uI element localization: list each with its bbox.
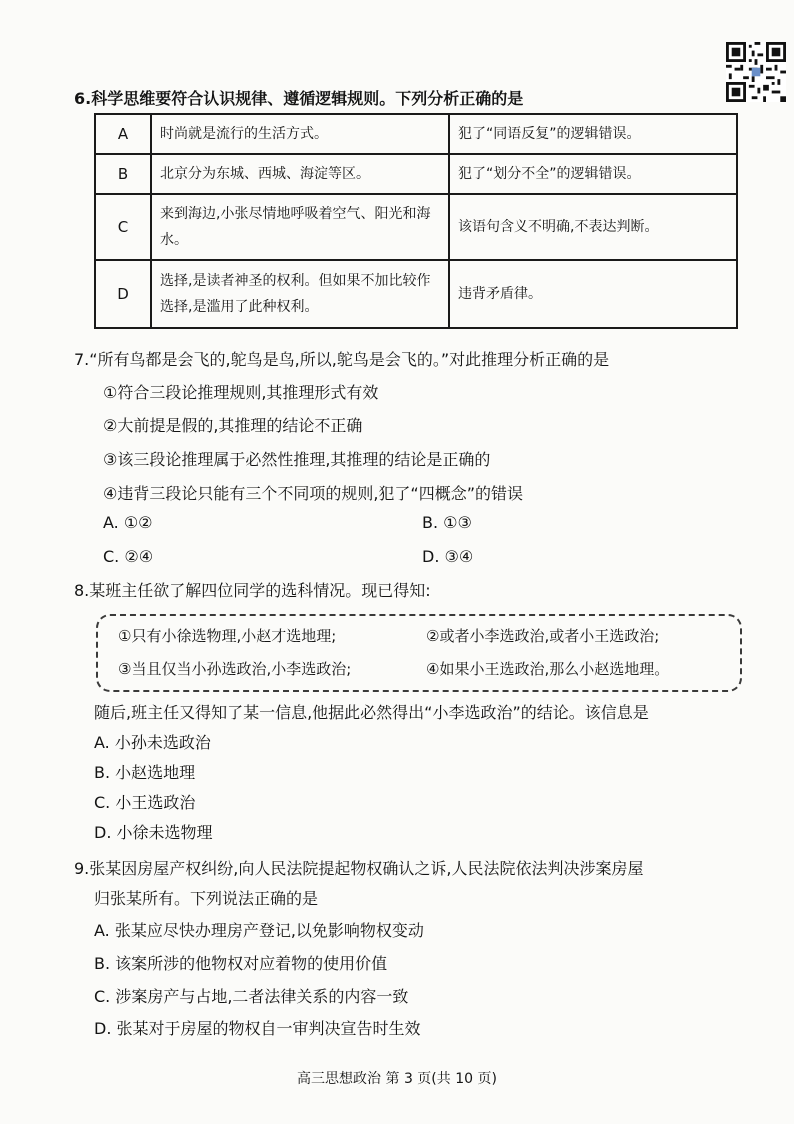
q8-follow: 随后,班主任又得知了某一信息,他据此必然得出“小李选政治”的结论。该信息是	[94, 703, 649, 722]
q6-analysis: 犯了“同语反复”的逻辑错误。	[449, 114, 737, 154]
q6-statement: 北京分为东城、西城、海淀等区。	[151, 154, 449, 194]
q9-option-b[interactable]: B. 该案所涉的他物权对应着物的使用价值	[94, 954, 388, 973]
q6-statement: 选择,是读者神圣的权利。但如果不加比较作选择,是滥用了此种权利。	[151, 260, 449, 328]
q9-option-c[interactable]: C. 涉案房产与占地,二者法律关系的内容一致	[94, 987, 409, 1006]
q8-option-c[interactable]: C. 小王选政治	[94, 793, 196, 812]
q8-condition: ①只有小徐选物理,小赵才选地理;	[118, 627, 337, 645]
q6-statement: 时尚就是流行的生活方式。	[151, 114, 449, 154]
q6-table	[94, 113, 738, 329]
q7-item: ④违背三段论只能有三个不同项的规则,犯了“四概念”的错误	[103, 484, 524, 503]
page-footer: 高三思想政治 第 3 页(共 10 页)	[297, 1071, 497, 1087]
q7-option-c[interactable]: C. ②④	[103, 547, 154, 566]
q8-option-b[interactable]: B. 小赵选地理	[94, 763, 196, 782]
q7-item: ②大前提是假的,其推理的结论不正确	[103, 416, 363, 435]
q6-letter: A	[95, 114, 151, 154]
q6-analysis: 犯了“划分不全”的逻辑错误。	[449, 154, 737, 194]
q6-row-d	[95, 260, 737, 328]
q8-option-a[interactable]: A. 小孙未选政治	[94, 733, 211, 752]
q8-stem: 8.某班主任欲了解四位同学的选科情况。现已得知:	[74, 581, 431, 600]
q6-letter: B	[95, 154, 151, 194]
q8-option-d[interactable]: D. 小徐未选物理	[94, 823, 213, 842]
q7-item: ①符合三段论推理规则,其推理形式有效	[103, 383, 379, 402]
q6-statement: 来到海边,小张尽情地呼吸着空气、阳光和海水。	[151, 194, 449, 260]
q6-stem: 6.科学思维要符合认识规律、遵循逻辑规则。下列分析正确的是	[74, 89, 524, 108]
q6-row-c	[95, 194, 737, 260]
qr-code-icon	[726, 42, 786, 102]
q9-stem: 9.张某因房屋产权纠纷,向人民法院提起物权确认之诉,人民法院依法判决涉案房屋	[74, 859, 644, 878]
q7-stem: 7.“所有鸟都是会飞的,鸵鸟是鸟,所以,鸵鸟是会飞的。”对此推理分析正确的是	[74, 350, 610, 369]
q6-analysis: 违背矛盾律。	[449, 260, 737, 328]
q7-item: ③该三段论推理属于必然性推理,其推理的结论是正确的	[103, 450, 491, 469]
q8-condition: ④如果小王选政治,那么小赵选地理。	[426, 660, 670, 678]
q7-option-d[interactable]: D. ③④	[422, 547, 474, 566]
q6-row-a	[95, 114, 737, 154]
q9-option-a[interactable]: A. 张某应尽快办理房产登记,以免影响物权变动	[94, 921, 424, 940]
q6-analysis: 该语句含义不明确,不表达判断。	[449, 194, 737, 260]
q7-option-a[interactable]: A. ①②	[103, 513, 153, 532]
q6-letter: C	[95, 194, 151, 260]
q6-row-b	[95, 154, 737, 194]
q6-letter: D	[95, 260, 151, 328]
q8-condition: ③当且仅当小孙选政治,小李选政治;	[118, 660, 352, 678]
q8-condition: ②或者小李选政治,或者小王选政治;	[426, 627, 660, 645]
q9-stem-cont: 归张某所有。下列说法正确的是	[94, 889, 319, 908]
q7-option-b[interactable]: B. ①③	[422, 513, 472, 532]
q9-option-d[interactable]: D. 张某对于房屋的物权自一审判决宣告时生效	[94, 1019, 421, 1038]
